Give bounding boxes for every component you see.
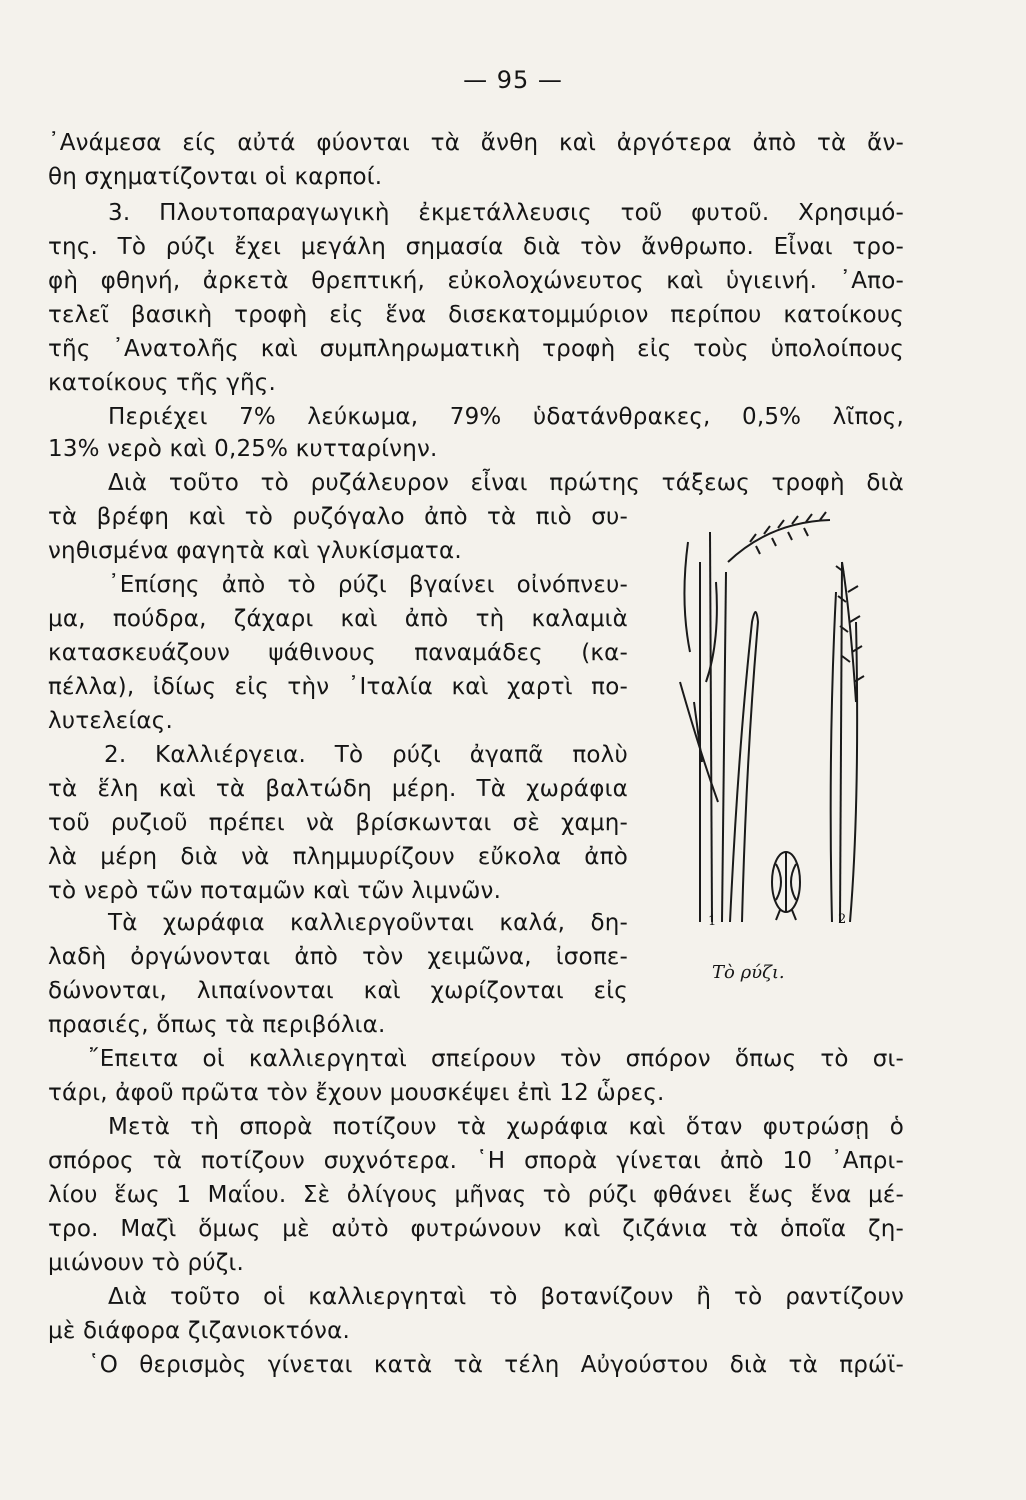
text-line: τὰ βρέφη καὶ τὸ ρυζόγαλο ἀπὸ τὰ πιὸ συ-	[48, 504, 628, 530]
text-line: 13% νερὸ καὶ 0,25% κυτταρίνην.	[48, 436, 438, 462]
text-line: δώνονται, λιπαίνονται καὶ χωρίζονται εἰς	[48, 978, 628, 1004]
text-line: τὰ ἕλη καὶ τὰ βαλτώδη μέρη. Τὰ χωράφια	[48, 776, 628, 802]
section-heading-line: 2. Καλλιέργεια. Τὸ ρύζι ἀγαπᾶ πολὺ	[104, 742, 628, 768]
text-line: μιώνουν τὸ ρύζι.	[48, 1250, 245, 1276]
text-line: μὲ διάφορα ζιζανιοκτόνα.	[48, 1318, 350, 1344]
text-line: Διὰ τοῦτο τὸ ρυζάλευρον εἶναι πρώτης τάξεως τροφὴ διὰ	[108, 470, 904, 496]
text-line: ῾Ο θερισμὸς γίνεται κατὰ τὰ τέλη Αὐγούστου διὰ τὰ πρώϊ-	[88, 1352, 904, 1378]
text-line: λίου ἕως 1 Μαΐου. Σὲ ὀλίγους μῆνας τὸ ρύζι φθάνει ἕως ἕνα μέ-	[48, 1182, 904, 1208]
text-line: Περιέχει 7% λεύκωμα, 79% ὑδατάνθρακες, 0,5% λῖπος,	[108, 404, 904, 430]
text-line: Τὰ χωράφια καλλιεργοῦνται καλά, δη-	[108, 910, 628, 936]
figure-label-1: 1	[708, 914, 717, 929]
text-line: λαδὴ ὀργώνονται ἀπὸ τὸν χειμῶνα, ἰσοπε-	[48, 944, 628, 970]
text-line: φὴ φθηνή, ἀρκετὰ θρεπτική, εὐκολοχώνευτος καὶ ὑγιεινή. ᾿Απο-	[48, 268, 904, 294]
text-line: λὰ μέρη διὰ νὰ πλημμυρίζουν εὔκολα ἀπὸ	[48, 844, 628, 870]
text-line: θη σχηματίζονται οἱ καρποί.	[48, 164, 383, 190]
text-line: της. Τὸ ρύζι ἔχει μεγάλη σημασία διὰ τὸν ἄνθρωπο. Εἶναι τρο-	[48, 234, 904, 260]
text-line: σπόρος τὰ ποτίζουν συχνότερα. ῾Η σπορὰ γίνεται ἀπὸ 10 ᾿Απρι-	[48, 1148, 904, 1174]
text-line: τῆς ᾿Ανατολῆς καὶ συμπληρωματικὴ τροφὴ εἰς τοὺς ὑπολοίπους	[48, 336, 904, 362]
text-line: τοῦ ρυζιοῦ πρέπει νὰ βρίσκωνται σὲ χαμη-	[48, 810, 628, 836]
text-line: τὸ νερὸ τῶν ποταμῶν καὶ τῶν λιμνῶν.	[48, 878, 502, 904]
text-line: τελεῖ βασικὴ τροφὴ εἰς ἕνα δισεκατομμύριον περίπου κατοίκους	[48, 302, 904, 328]
rice-plant-illustration	[660, 502, 890, 922]
text-line: νηθισμένα φαγητὰ καὶ γλυκίσματα.	[48, 538, 462, 564]
text-line: ᾿Ανάμεσα είς αὐτά φύονται τὰ ἄνθη καὶ ἀργότερα ἀπὸ τὰ ἄν-	[48, 130, 904, 156]
text-line: κατασκευάζουν ψάθινους παναμάδες (κα-	[48, 640, 628, 666]
text-line: μα, πούδρα, ζάχαρι καὶ ἀπὸ τὴ καλαμιὰ	[48, 606, 628, 632]
figure-caption: Τὸ ρύζι.	[712, 962, 785, 983]
text-line: Διὰ τοῦτο οἱ καλλιεργηταὶ τὸ βοτανίζουν ἢ τὸ ραντίζουν	[108, 1284, 904, 1310]
text-line: πέλλα), ἰδίως εἰς τὴν ᾿Ιταλία καὶ χαρτὶ πο-	[48, 674, 628, 700]
text-line: ᾿Επίσης ἀπὸ τὸ ρύζι βγαίνει οἰνόπνευ-	[108, 572, 628, 598]
text-line: τρο. Μαζὶ ὅμως μὲ αὐτὸ φυτρώνουν καὶ ζιζάνια τὰ ὁποῖα ζη-	[48, 1216, 904, 1242]
text-line: τάρι, ἀφοῦ πρῶτα τὸν ἔχουν μουσκέψει ἐπὶ 12 ὧρες.	[48, 1080, 665, 1106]
page-number: — 95 —	[463, 66, 563, 94]
figure-label-2: 2	[838, 912, 847, 927]
text-line: κατοίκους τῆς γῆς.	[48, 370, 276, 396]
section-heading-line: 3. Πλουτοπαραγωγικὴ ἐκμετάλλευσις τοῦ φυτοῦ. Χρησιμό-	[108, 200, 904, 226]
text-line: ῎Επειτα οἱ καλλιεργηταὶ σπείρουν τὸν σπόρον ὅπως τὸ σι-	[88, 1046, 904, 1072]
text-line: Μετὰ τὴ σπορὰ ποτίζουν τὰ χωράφια καὶ ὅταν φυτρώσῃ ὁ	[108, 1114, 904, 1140]
text-line: πρασιές, ὅπως τὰ περιβόλια.	[48, 1012, 386, 1038]
text-line: λυτελείας.	[48, 708, 173, 734]
